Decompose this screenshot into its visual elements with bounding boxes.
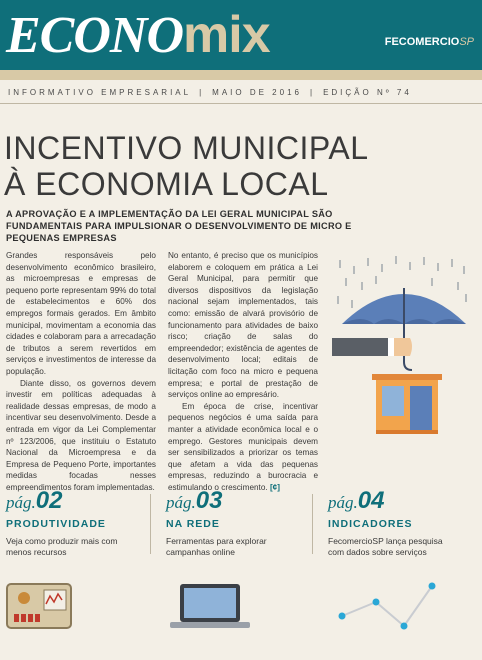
paragraph-text: Em época de crise, incentivar pequenos negócios é uma saída para manter a atividade econômica local e o emprego. Gestores municipais devem ser sensibilizados a priorizar os temas que afetam a vida das pequenas empresas, reduzindo a burocracia e estimulando o crescimento. (168, 401, 318, 492)
article-title (4, 130, 369, 202)
brand-main: FECOMERCIO (384, 36, 460, 48)
teaser-section: PRODUTIVIDADE (6, 518, 106, 530)
paragraph: Diante disso, os governos devem investir em políticas adequadas à realidade dessas empresas, de modo a incentivar seu desenvolvimento. Desde a entrada em vigor da Lei Complementar nº 123/2006, que instituiu o Estatuto Nacional da Microempresa e da Empresa de Pequeno Porte, importantes medidas focadas nesses empreendimentos foram implementadas. (6, 378, 156, 492)
info-label: INFORMATIVO EMPRESARIAL (8, 88, 192, 97)
machine-icon (6, 582, 72, 630)
edition-number: EDIÇÃO Nº 74 (323, 88, 412, 97)
logo-part2: mix (183, 6, 270, 64)
teaser-pag-label: pág. (328, 493, 358, 512)
teaser-section: INDICADORES (328, 518, 413, 530)
article-column-2 (168, 250, 318, 493)
teaser-divider (150, 494, 151, 554)
logo (6, 2, 270, 69)
logo-part1: ECONO (6, 7, 184, 64)
teaser-description: FecomercioSP lança pesquisa com dados sobre serviços (328, 536, 443, 557)
teaser-page-02[interactable] (6, 487, 156, 558)
teaser-page-04[interactable] (328, 487, 478, 558)
teaser-description: Veja como produzir mais com menos recursos (6, 536, 118, 557)
masthead-strip (0, 70, 482, 80)
title-line-2: À ECONOMIA LOCAL (4, 166, 329, 202)
paragraph (168, 401, 318, 494)
masthead (0, 0, 482, 70)
teaser-section: NA REDE (166, 518, 220, 530)
teaser-description: Ferramentas para explorar campanhas online (166, 536, 267, 557)
teaser-pag-label: pág. (6, 493, 36, 512)
info-bar-rule (0, 103, 482, 104)
line-chart-icon (336, 580, 440, 632)
end-mark: [¢] (269, 482, 280, 492)
teaser-page-number: 02 (35, 487, 63, 514)
laptop-icon (168, 582, 252, 632)
info-sep-1: | (199, 88, 205, 97)
teaser-page-03[interactable] (166, 487, 316, 558)
article-column-1 (6, 250, 156, 493)
info-sep-2: | (309, 88, 316, 97)
info-bar (8, 88, 476, 97)
paragraph: Grandes responsáveis pelo desenvolvimento econômico brasileiro, as microempresas e empresas de pequeno porte representam 99% do total de estabelecimentos e 60% dos empregos formais gerados. Em âmbito municipal, movimentam a economia das cidades e colaboram para a arrecadação de tributos a serem revertidos em serviços e investimentos de interesse da população. (6, 251, 156, 376)
issue-date: MAIO DE 2016 (212, 88, 302, 97)
paragraph: No entanto, é preciso que os municípios elaborem e coloquem em prática a Lei Geral Municipal, para permitir que diversos dispositivos da legislação nacional sejam implementados, tais como: emissão de alvará provisório de funcionamento para atividades de baixo risco; criação de salas do empreendedor; existência de agentes de desenvolvimento local; editais de licitação com foco na micro e pequena empresa; e portal de prestação de serviços online ao empresário. (168, 251, 318, 400)
article-subtitle: A APROVAÇÃO E A IMPLEMENTAÇÃO DA LEI GERAL MUNICIPAL SÃO FUNDAMENTAIS PARA IMPULSIONAR O DESENVOLVIMENTO DE MICRO E PEQUENAS EMPRESAS (6, 209, 352, 243)
umbrella-illustration (332, 254, 470, 434)
teaser-page-number: 04 (357, 487, 385, 514)
teaser-pag-label: pág. (166, 493, 196, 512)
teaser-divider (312, 494, 313, 554)
title-line-1: INCENTIVO MUNICIPAL (4, 130, 369, 166)
brand-suffix: SP (459, 36, 474, 48)
teaser-page-number: 03 (195, 487, 223, 514)
publisher-brand (385, 36, 474, 48)
